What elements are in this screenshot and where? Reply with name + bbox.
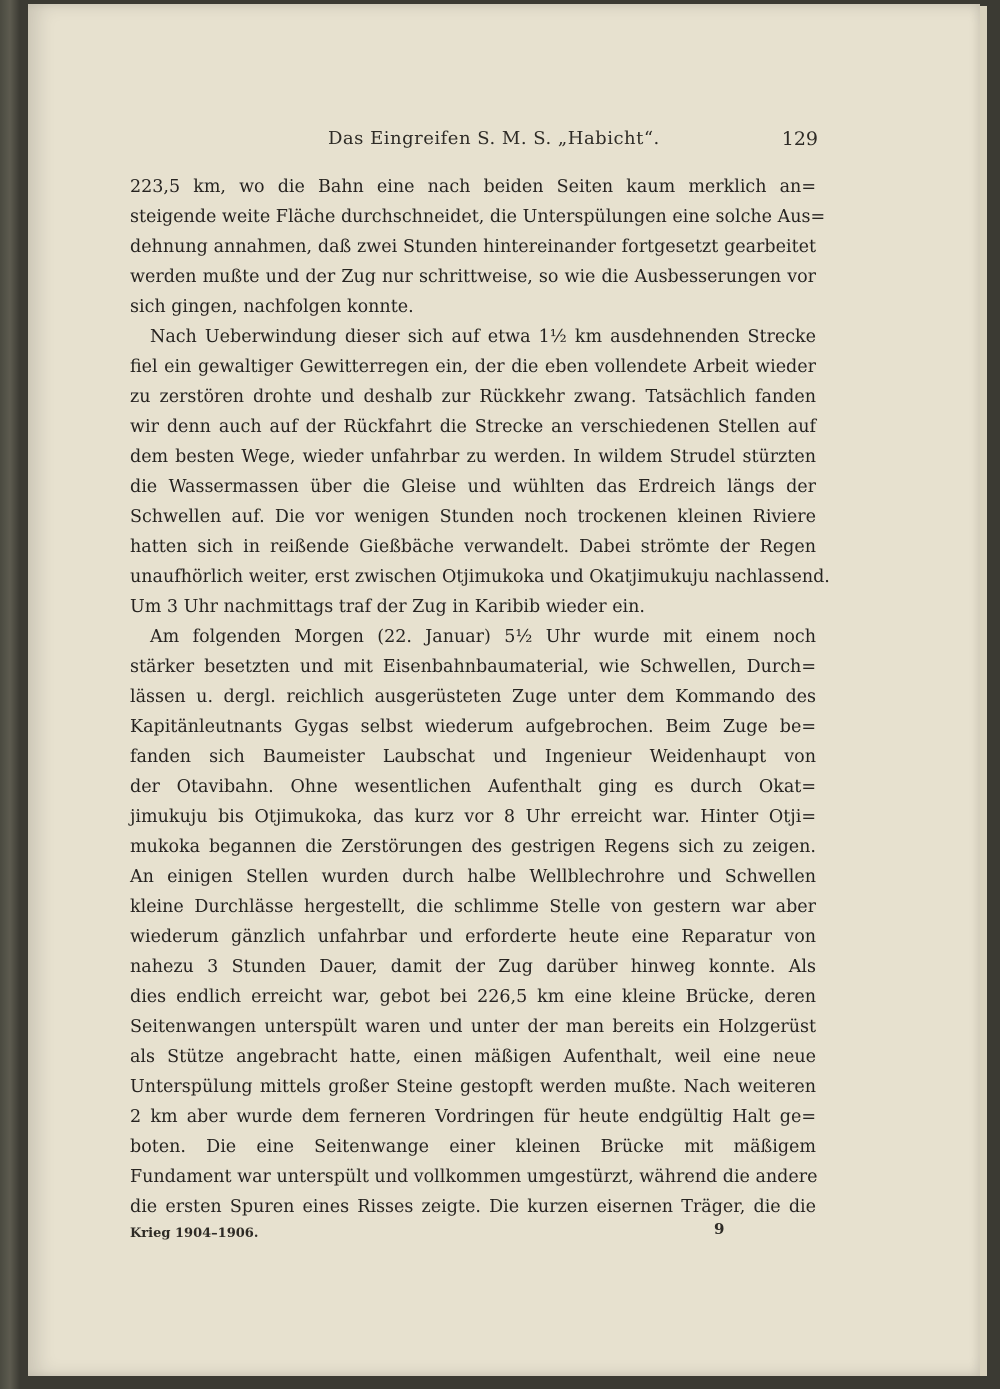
text-line: stärker besetzten und mit Eisenbahnbaumaterial, wie Schwellen, Durch= [130, 657, 816, 677]
body-text [130, 172, 830, 1222]
text-line: der Otavibahn. Ohne wesentlichen Aufenthalt ging es durch Okat= [130, 777, 816, 797]
text-line: lässen u. dergl. reichlich ausgerüsteten Zuge unter dem Kommando des [130, 687, 816, 707]
text-line: Am folgenden Morgen (22. Januar) 5½ Uhr wurde mit einem noch [150, 627, 816, 647]
text-line: An einigen Stellen wurden durch halbe Wellblechrohre und Schwellen [130, 867, 816, 887]
text-line: mukoka begannen die Zerstörungen des gestrigen Regens sich zu zeigen. [130, 837, 816, 857]
text-line: nahezu 3 Stunden Dauer, damit der Zug darüber hinweg konnte. Als [130, 957, 816, 977]
page-footer [130, 1220, 816, 1246]
text-line: werden mußte und der Zug nur schrittweise, so wie die Ausbesserungen vor [130, 267, 816, 287]
text-line: zu zerstören drohte und deshalb zur Rückkehr zwang. Tatsächlich fanden [130, 387, 816, 407]
text-line: Nach Ueberwindung dieser sich auf etwa 1½ km ausdehnenden Strecke [150, 327, 816, 347]
text-line: unaufhörlich weiter, erst zwischen Otjimukoka und Okatjimukuju nachlassend. [130, 567, 830, 587]
running-title: Das Eingreifen S. M. S. „Habicht“. [328, 128, 660, 149]
text-line: kleine Durchlässe hergestellt, die schlimme Stelle von gestern war aber [130, 897, 816, 917]
text-line: dies endlich erreicht war, gebot bei 226,5 km eine kleine Brücke, deren [130, 987, 816, 1007]
text-line: Kapitänleutnants Gygas selbst wiederum aufgebrochen. Beim Zuge be= [130, 717, 816, 737]
text-line: Fundament war unterspült und vollkommen umgestürzt, während die andere [130, 1167, 818, 1187]
text-line: sich gingen, nachfolgen konnte. [130, 297, 414, 317]
text-line: wiederum gänzlich unfahrbar und erforderte heute eine Reparatur von [130, 927, 816, 947]
text-line: wir denn auch auf der Rückfahrt die Strecke an verschiedenen Stellen auf [130, 417, 816, 437]
text-line: steigende weite Fläche durchschneidet, die Unterspülungen eine solche Aus= [130, 207, 826, 227]
footer-signature-mark: 9 [714, 1220, 725, 1238]
text-line: jimukuju bis Otjimukoka, das kurz vor 8 Uhr erreicht war. Hinter Otji= [130, 807, 816, 827]
text-line: 2 km aber wurde dem ferneren Vordringen für heute endgültig Halt ge= [130, 1107, 816, 1127]
text-line: hatten sich in reißende Gießbäche verwandelt. Dabei strömte der Regen [130, 537, 816, 557]
text-line: 223,5 km, wo die Bahn eine nach beiden Seiten kaum merklich an= [130, 177, 816, 197]
text-line: fiel ein gewaltiger Gewitterregen ein, der die eben vollendete Arbeit wieder [130, 357, 816, 377]
text-line: Seitenwangen unterspült waren und unter der man bereits ein Holzgerüst [130, 1017, 816, 1037]
text-line: boten. Die eine Seitenwange einer kleinen Brücke mit mäßigem [130, 1137, 816, 1157]
text-line: Unterspülung mittels großer Steine gestopft werden mußte. Nach weiteren [130, 1077, 816, 1097]
running-head [328, 124, 818, 154]
page-number: 129 [781, 128, 818, 150]
text-line: die ersten Spuren eines Risses zeigte. Die kurzen eisernen Träger, die die [130, 1197, 816, 1217]
book-page [28, 4, 980, 1376]
text-line: dem besten Wege, wieder unfahrbar zu werden. In wildem Strudel stürzten [130, 447, 816, 467]
text-line: dehnung annahmen, daß zwei Stunden hintereinander fortgesetzt gearbeitet [130, 237, 816, 257]
text-line: als Stütze angebracht hatte, einen mäßigen Aufenthalt, weil eine neue [130, 1047, 816, 1067]
text-line: fanden sich Baumeister Laubschat und Ingenieur Weidenhaupt von [130, 747, 816, 767]
text-line: die Wassermassen über die Gleise und wühlten das Erdreich längs der [130, 477, 816, 497]
text-line: Um 3 Uhr nachmittags traf der Zug in Karibib wieder ein. [130, 597, 645, 617]
footer-series-title: Krieg 1904–1906. [130, 1226, 259, 1241]
text-line: Schwellen auf. Die vor wenigen Stunden noch trockenen kleinen Riviere [130, 507, 816, 527]
